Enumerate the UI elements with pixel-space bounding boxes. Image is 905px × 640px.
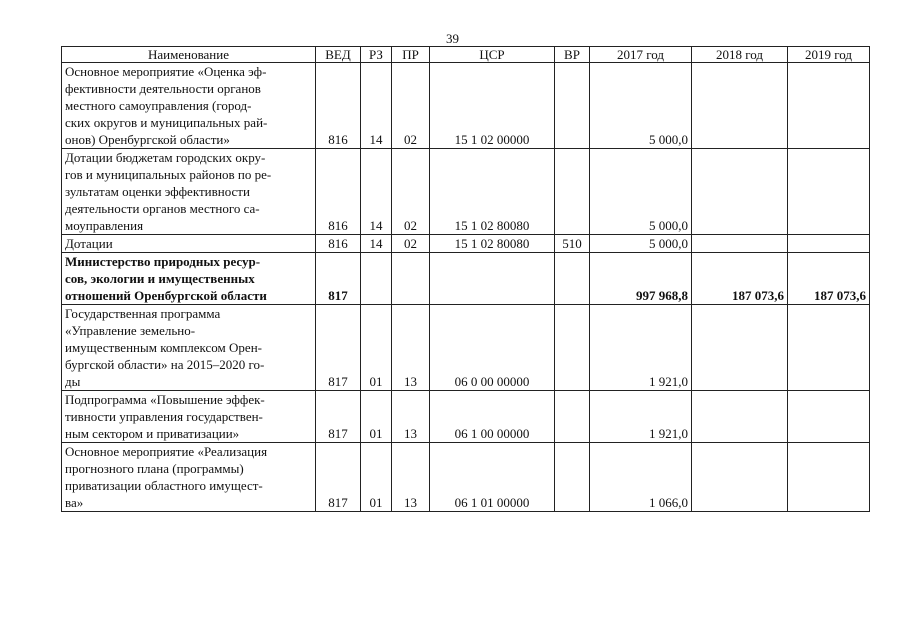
row-ved: 817 — [316, 443, 361, 512]
row-name: Государственная программа «Управление земельно- имущественным комплексом Орен- бургской области» на 2015–2020 го- ды — [62, 305, 316, 391]
row-vr — [555, 443, 590, 512]
row-2017: 997 968,8 — [590, 253, 692, 305]
row-csr: 06 0 00 00000 — [430, 305, 555, 391]
row-rz: 14 — [361, 149, 392, 235]
row-2017: 1 921,0 — [590, 391, 692, 443]
row-name: Дотации бюджетам городских окру- гов и муниципальных районов по ре- зультатам оценки эффективности деятельности органов местного са- моуправления — [62, 149, 316, 235]
row-csr: 15 1 02 00000 — [430, 63, 555, 149]
row-name: Основное мероприятие «Оценка эф- фективности деятельности органов местного самоуправления (город- ских округов и муниципальных рай- онов) Оренбургской области» — [62, 63, 316, 149]
row-pr: 02 — [392, 63, 430, 149]
header-2019: 2019 год — [788, 47, 870, 63]
row-ved: 816 — [316, 149, 361, 235]
table-row — [62, 235, 870, 253]
row-2019 — [788, 149, 870, 235]
budget-table — [61, 46, 870, 512]
table-row — [62, 443, 870, 512]
row-vr — [555, 63, 590, 149]
row-vr — [555, 253, 590, 305]
row-2018 — [692, 63, 788, 149]
header-pr: ПР — [392, 47, 430, 63]
header-2018: 2018 год — [692, 47, 788, 63]
row-2019 — [788, 305, 870, 391]
row-ved: 817 — [316, 305, 361, 391]
row-name: Дотации — [62, 235, 316, 253]
table-row — [62, 253, 870, 305]
row-2019 — [788, 63, 870, 149]
row-csr: 15 1 02 80080 — [430, 235, 555, 253]
row-name: Министерство природных ресур- сов, экологии и имущественных отношений Оренбургской области — [62, 253, 316, 305]
row-csr: 06 1 01 00000 — [430, 443, 555, 512]
row-2017: 5 000,0 — [590, 63, 692, 149]
row-ved: 817 — [316, 253, 361, 305]
page-number: 39 — [446, 31, 459, 46]
header-name: Наименование — [62, 47, 316, 63]
row-pr: 13 — [392, 443, 430, 512]
row-csr — [430, 253, 555, 305]
row-2018 — [692, 391, 788, 443]
row-2017: 1 921,0 — [590, 305, 692, 391]
row-csr: 06 1 00 00000 — [430, 391, 555, 443]
table-row — [62, 63, 870, 149]
header-rz: РЗ — [361, 47, 392, 63]
row-ved: 816 — [316, 63, 361, 149]
row-rz: 01 — [361, 443, 392, 512]
row-2018 — [692, 149, 788, 235]
row-vr — [555, 391, 590, 443]
header-2017: 2017 год — [590, 47, 692, 63]
row-rz — [361, 253, 392, 305]
row-2018 — [692, 305, 788, 391]
row-2017: 5 000,0 — [590, 235, 692, 253]
table-header-row — [62, 47, 870, 63]
row-pr — [392, 253, 430, 305]
table-row — [62, 149, 870, 235]
table-row — [62, 391, 870, 443]
row-rz: 01 — [361, 305, 392, 391]
table-row — [62, 305, 870, 391]
row-vr — [555, 305, 590, 391]
row-name: Подпрограмма «Повышение эффек- тивности управления государствен- ным сектором и приватизации» — [62, 391, 316, 443]
row-2019 — [788, 235, 870, 253]
row-2019 — [788, 443, 870, 512]
row-pr: 02 — [392, 235, 430, 253]
row-csr: 15 1 02 80080 — [430, 149, 555, 235]
row-pr: 02 — [392, 149, 430, 235]
row-2019: 187 073,6 — [788, 253, 870, 305]
row-pr: 13 — [392, 305, 430, 391]
row-rz: 01 — [361, 391, 392, 443]
header-vr: ВР — [555, 47, 590, 63]
row-2018 — [692, 235, 788, 253]
row-2018: 187 073,6 — [692, 253, 788, 305]
row-ved: 817 — [316, 391, 361, 443]
row-vr: 510 — [555, 235, 590, 253]
row-name: Основное мероприятие «Реализация прогнозного плана (программы) приватизации областного имущест- ва» — [62, 443, 316, 512]
row-2019 — [788, 391, 870, 443]
row-pr: 13 — [392, 391, 430, 443]
row-ved: 816 — [316, 235, 361, 253]
row-2017: 1 066,0 — [590, 443, 692, 512]
row-rz: 14 — [361, 63, 392, 149]
row-vr — [555, 149, 590, 235]
header-ved: ВЕД — [316, 47, 361, 63]
row-rz: 14 — [361, 235, 392, 253]
row-2017: 5 000,0 — [590, 149, 692, 235]
header-csr: ЦСР — [430, 47, 555, 63]
row-2018 — [692, 443, 788, 512]
